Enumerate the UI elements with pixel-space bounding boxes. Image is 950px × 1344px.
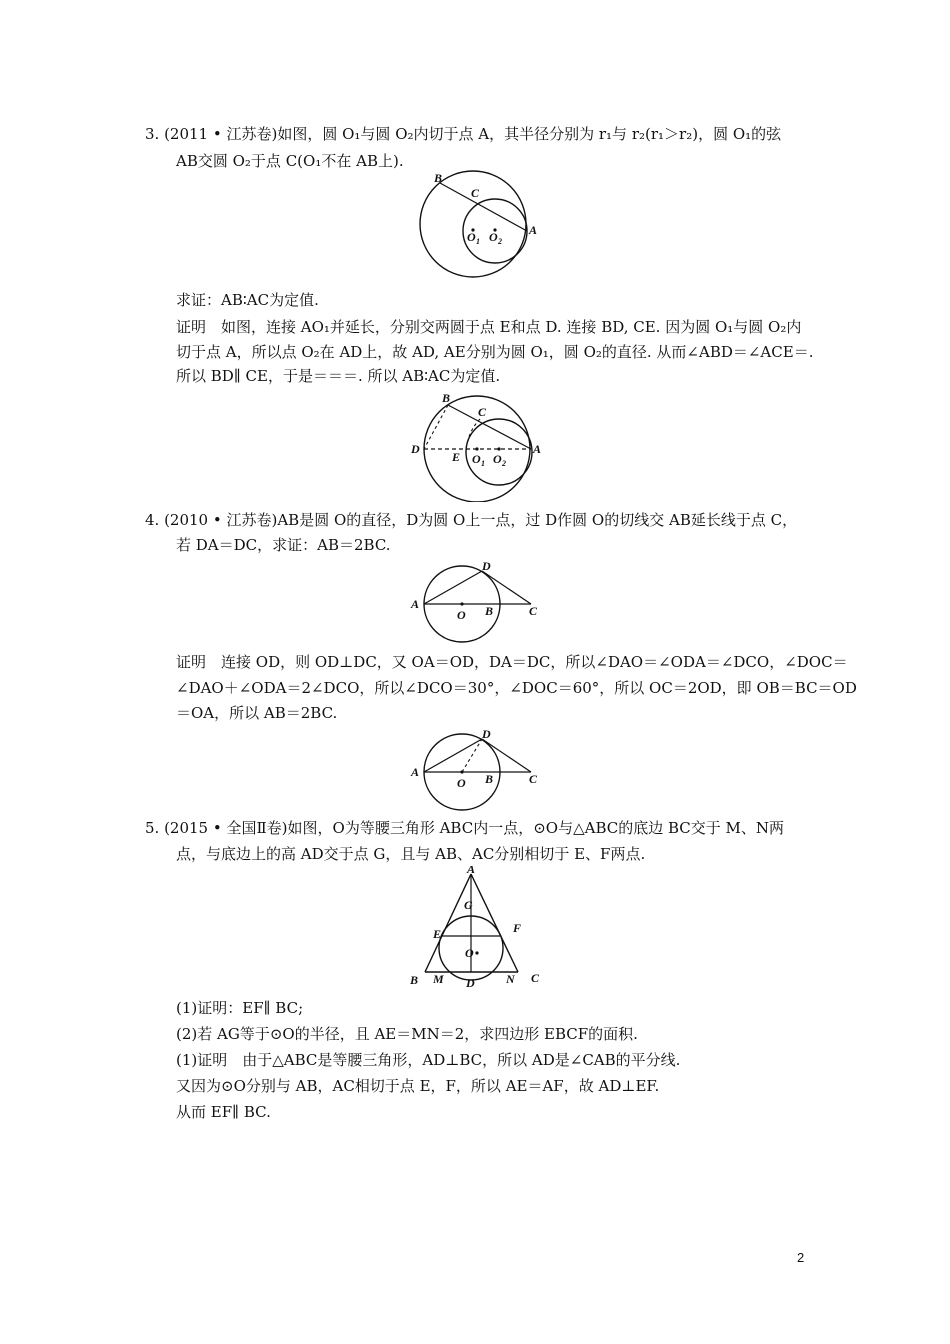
figure-p4-proof: [405, 724, 550, 814]
fig2-label-D: D: [411, 442, 420, 456]
p5-line-7: 从而 EF∥ BC.: [176, 1103, 271, 1121]
p5-line-5: (1)证明 由于△ABC是等腰三角形，AD⊥BC，所以 AD是∠CAB的平分线.: [176, 1051, 681, 1069]
fig5-label-O: O: [465, 946, 474, 960]
p5-line-3: (1)证明：EF∥ BC;: [176, 999, 304, 1017]
fig5-label-E: E: [433, 927, 442, 941]
p3-line-4: 证明 如图，连接 AO₁并延长，分别交两圆于点 E和点 D. 连接 BD, CE. 因为圆 O₁与圆 O₂内: [176, 318, 802, 336]
figure-p3-circles: [410, 168, 540, 282]
fig4-label-D: D: [482, 727, 491, 741]
figure-p5-triangle: [405, 866, 550, 990]
fig3-label-O: O: [457, 608, 466, 622]
fig1-label-O1: O: [467, 230, 476, 244]
p4-line-3: 证明 连接 OD，则 OD⊥DC，又 OA＝OD，DA＝DC，所以∠DAO＝∠ODA＝∠DCO，∠DOC＝: [176, 653, 848, 671]
fig3-label-C: C: [529, 604, 538, 618]
fig2-label-O2: O: [493, 452, 502, 466]
fig2-label-E: E: [452, 450, 461, 464]
fig4-label-B: B: [485, 772, 494, 786]
figure-p3-proof: [405, 390, 550, 502]
p3-line-2: AB交圆 O₂于点 C(O₁不在 AB上).: [176, 152, 404, 170]
fig5-label-C: C: [531, 971, 540, 985]
fig5-label-B: B: [410, 973, 419, 987]
fig5-label-A: A: [467, 866, 476, 876]
figure-p4-tangent: [405, 556, 550, 646]
fig2-label-B: B: [442, 391, 451, 405]
p5-line-1: 5. (2015 • 全国Ⅱ卷)如图，O为等腰三角形 ABC内一点，⊙O与△ABC的底边 BC交于 M、N两: [145, 819, 785, 837]
fig4-label-C: C: [529, 772, 538, 786]
p4-line-4: ∠DAO＋∠ODA＝2∠DCO，所以∠DCO＝30°，∠DOC＝60°，所以 OC＝2OD，即 OB＝BC＝OD: [176, 679, 857, 697]
fig1-label-C: C: [471, 186, 480, 200]
fig3-label-D: D: [482, 559, 491, 573]
fig2-sub-2: 2: [502, 459, 506, 468]
p5-line-4: (2)若 AG等于⊙O的半径，且 AE＝MN＝2，求四边形 EBCF的面积.: [176, 1025, 638, 1043]
fig4-label-O: O: [457, 776, 466, 790]
fig1-sub-1: 1: [476, 237, 480, 246]
fig5-label-N: N: [506, 972, 515, 986]
p4-line-5: ＝OA，所以 AB＝2BC.: [176, 704, 338, 722]
fig1-label-A: A: [529, 223, 538, 237]
fig1-label-O2: O: [489, 230, 498, 244]
page-number: 2: [797, 1250, 805, 1265]
fig2-label-C: C: [478, 405, 487, 419]
fig5-label-M: M: [433, 972, 444, 986]
fig1-sub-2: 2: [498, 237, 502, 246]
p3-line-1: 3. (2011 • 江苏卷)如图，圆 O₁与圆 O₂内切于点 A，其半径分别为 r₁与 r₂(r₁＞r₂)，圆 O₁的弦: [145, 125, 782, 143]
p4-line-1: 4. (2010 • 江苏卷)AB是圆 O的直径，D为圆 O上一点，过 D作圆 O的切线交 AB延长线于点 C，: [145, 511, 798, 529]
fig3-label-A: A: [411, 597, 420, 611]
fig4-label-A: A: [411, 765, 420, 779]
p3-line-3: 求证：AB∶AC为定值.: [176, 291, 319, 309]
fig2-label-O1: O: [472, 452, 481, 466]
p4-line-2: 若 DA＝DC，求证：AB＝2BC.: [176, 536, 391, 554]
fig1-label-B: B: [434, 171, 443, 185]
fig2-sub-1: 1: [481, 459, 485, 468]
p3-line-6: 所以 BD∥ CE，于是＝＝＝. 所以 AB∶AC为定值.: [176, 367, 501, 385]
fig3-label-B: B: [485, 604, 494, 618]
p3-line-5: 切于点 A，所以点 O₂在 AD上，故 AD, AE分别为圆 O₁，圆 O₂的直径. 从而∠ABD＝∠ACE＝.: [176, 343, 814, 361]
p5-line-2: 点，与底边上的高 AD交于点 G，且与 AB、AC分别相切于 E、F两点.: [176, 845, 646, 863]
fig2-label-A: A: [533, 442, 542, 456]
p5-line-6: 又因为⊙O分别与 AB，AC相切于点 E，F，所以 AE＝AF，故 AD⊥EF.: [176, 1077, 660, 1095]
fig5-label-G: G: [464, 898, 473, 912]
fig5-label-F: F: [513, 921, 522, 935]
fig5-label-D: D: [466, 976, 475, 990]
